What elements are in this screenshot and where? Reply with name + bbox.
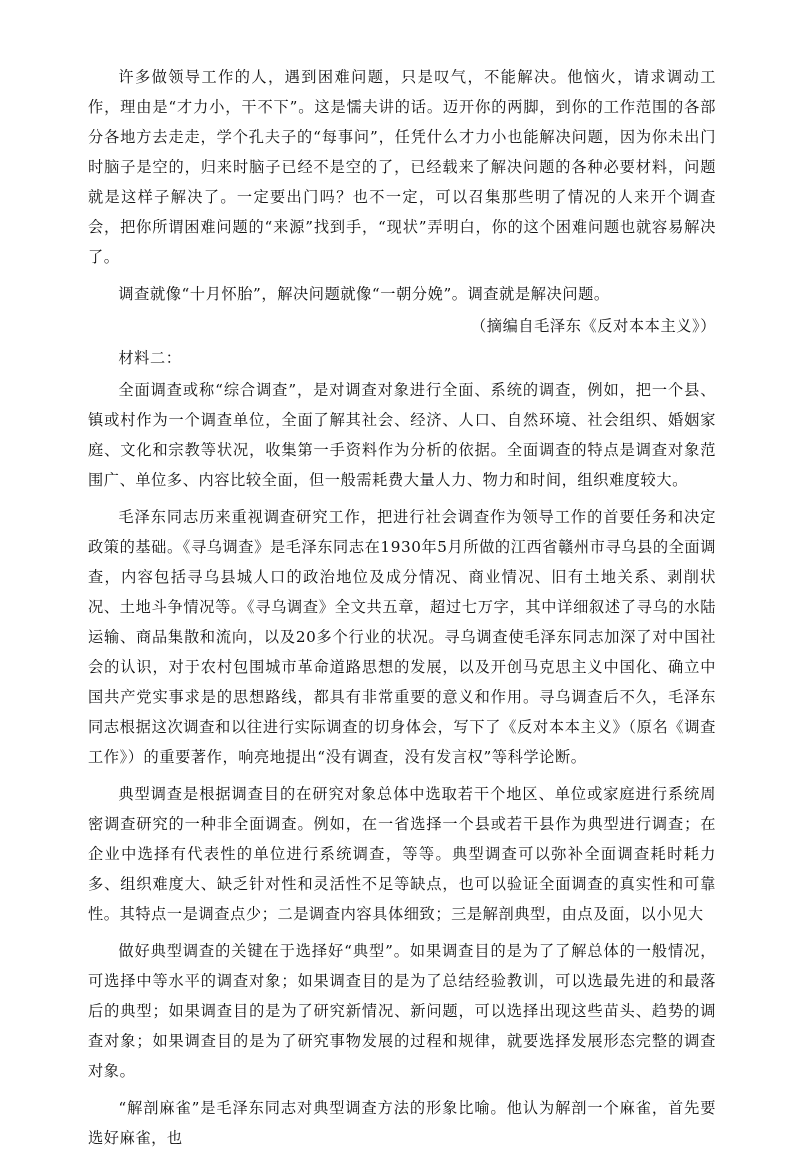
paragraph-typical-survey: 典型调查是根据调查目的在研究对象总体中选取若干个地区、单位或家庭进行系统周密调查研究的一种非全面调查。例如，在一省选择一个县或若干县作为典型进行调查；在企业中选择有代表性的单位进行系统调查，等等。典型调查可以弥补全面调查耗时耗力多、组织难度大、缺乏针对性和灵活性不足等缺点，也可以验证全面调查的真实性和可靠性。其特点一是调查点少；二是调查内容具体细致；三是解剖典型，由点及面，以小见大 — [88, 785, 716, 923]
paragraph-comprehensive-survey: 全面调查或称“综合调查”，是对调查对象进行全面、系统的调查，例如，把一个县、镇或村作为一个调查单位，全面了解其社会、经济、人口、自然环境、社会组织、婚姻家庭、文化和宗教等状况，收集第一手资料作为分析的依据。全面调查的特点是调查对象范围广、单位多、内容比较全面，但一般需耗费大量人力、物力和时间，组织难度较大。 — [88, 381, 716, 489]
source-citation: （摘编自毛泽东《反对本本主义》） — [471, 317, 716, 335]
paragraph-investigation-metaphor: 调查就像“十月怀胎”，解决问题就像“一朝分娩”。调查就是解决问题。 — [118, 285, 610, 303]
paragraph-dissecting-sparrow: “解剖麻雀”是毛泽东同志对典型调查方法的形象比喻。他认为解剖一个麻雀，首先要选好麻雀，也 — [88, 1099, 716, 1147]
paragraph-xunwu-survey: 毛泽东同志历来重视调查研究工作，把进行社会调查作为领导工作的首要任务和决定政策的基础。《寻乌调查》是毛泽东同志在1930年5月所做的江西省赣州市寻乌县的全面调查，内容包括寻乌县城人口的政治地位及成分情况、商业情况、旧有土地关系、剥削状况、土地斗争情况等。《寻乌调查》全文共五章，超过七万字，其中详细叙述了寻乌的水陆运输、商品集散和流向，以及20多个行业的状况。寻乌调查使毛泽东同志加深了对中国社会的认识，对于农村包围城市革命道路思想的发展，以及开创马克思主义中国化、确立中国共产党实事求是的思想路线，都具有非常重要的意义和作用。寻乌调查后不久，毛泽东同志根据这次调查和以往进行实际调查的切身体会，写下了《反对本本主义》（原名《调查工作》）的重要著作，响亮地提出“没有调查，没有发言权”等科学论断。 — [88, 508, 716, 766]
paragraph-intro: 许多做领导工作的人，遇到困难问题，只是叹气，不能解决。他恼火，请求调动工作，理由是“才力小，干不下”。这是懦夫讲的话。迈开你的两脚，到你的工作范围的各部分各地方去走走，学个孔夫子的“每事问”，任凭什么才力小也能解决问题，因为你未出门时脑子是空的，归来时脑子已经不是空的了，已经载来了解决问题的各种必要材料，问题就是这样子解决了。一定要出门吗？也不一定，可以召集那些明了情况的人来开个调查会，把你所谓困难问题的“来源”找到手，“现状”弄明白，你的这个困难问题也就容易解决了。 — [88, 68, 716, 266]
paragraph-choosing-typical: 做好典型调查的关键在于选择好“典型”。如果调查目的是为了了解总体的一般情况，可选择中等水平的调查对象；如果调查目的是为了总结经验教训，可以选最先进的和最落后的典型；如果调查目的是为了研究新情况、新问题，可以选择出现这些苗头、趋势的调查对象；如果调查目的是为了研究事物发展的过程和规律，就要选择发展形态完整的调查对象。 — [88, 942, 716, 1080]
material-two-heading: 材料二： — [118, 349, 182, 367]
